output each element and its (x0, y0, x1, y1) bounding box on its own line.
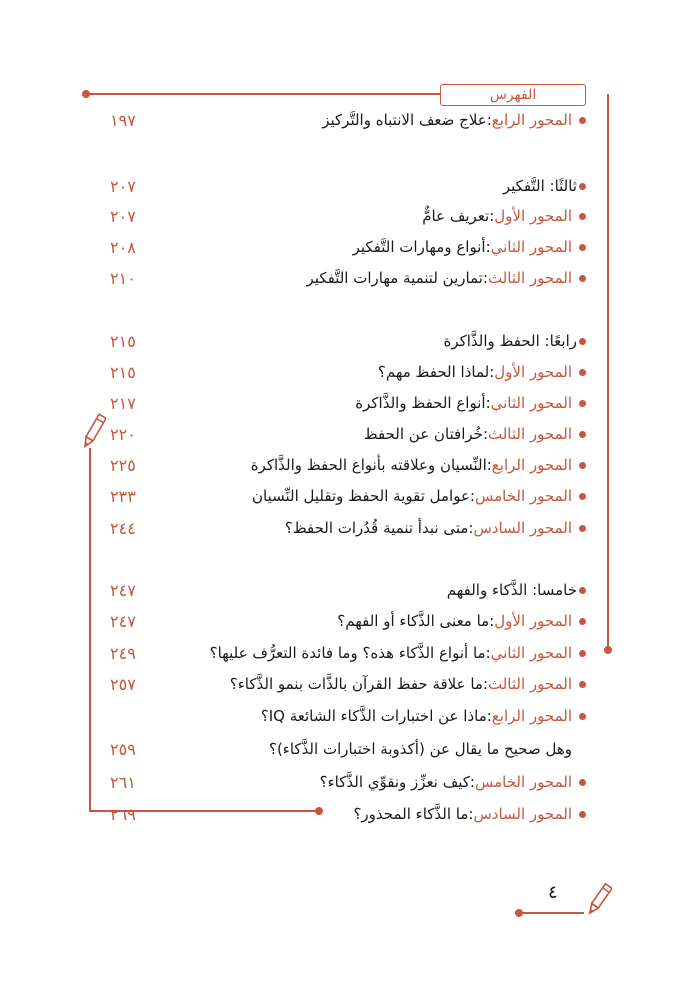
toc-entry-text (353, 238, 586, 256)
toc-entry-title: تعريف عامٌّ (422, 207, 490, 225)
toc-entry-text (285, 519, 586, 537)
bullet-dot-icon (579, 117, 586, 124)
toc-entry-label: المحور الرابع (491, 456, 572, 474)
toc-entry-text (230, 675, 586, 693)
toc-entry-label: المحور الثاني (490, 394, 572, 412)
toc-entry (110, 232, 586, 262)
footer-line (518, 912, 584, 914)
toc-entry-title: ثالثًا: التَّفكير (502, 177, 577, 195)
toc-page-number: ٢١٠ (110, 268, 136, 288)
toc-section (110, 326, 586, 356)
toc-entry (110, 450, 586, 480)
toc-page-number: ٢٣٣ (110, 486, 136, 506)
toc-entry-text (251, 456, 586, 474)
toc-entry (110, 799, 586, 829)
toc-entry-text (337, 612, 586, 630)
toc-entry-label: المحور الثاني (490, 644, 572, 662)
toc-entry-label: المحور الخامس (474, 773, 572, 791)
toc-separator: : (468, 519, 474, 537)
toc-entry-title: متى نبدأ تنمية قُدُرات الحفظ؟ (284, 519, 469, 537)
toc-entry-text (269, 740, 586, 758)
toc-entry (110, 606, 586, 636)
toc-page-number: ١٩٧ (110, 110, 136, 130)
toc-entry (110, 513, 586, 543)
pencil-icon (82, 410, 106, 452)
toc-entry (110, 263, 586, 293)
toc-entry-title: رابعًا: الحفظ والذَّاكرة (443, 332, 577, 350)
toc-separator: : (469, 773, 475, 791)
toc-entry-title: النِّسيان وعلاقته بأنواع الحفظ والذَّاكرة (250, 456, 487, 474)
toc-entry-text (422, 207, 586, 225)
toc-entry (110, 105, 586, 135)
toc-separator: : (469, 487, 475, 505)
bullet-dot-icon (579, 213, 586, 220)
toc-entry-label: المحور الأول (494, 207, 572, 225)
toc-page-number: ٢١٥ (110, 331, 136, 351)
frame-dot (82, 90, 90, 98)
toc-entry-title: ما علاقة حفظ القرآن بالذَّات بنمو الذَّكاء؟ (229, 675, 483, 693)
toc-entry-title: كيف نعزِّز ونقوِّي الذَّكاء؟ (319, 773, 470, 791)
toc-entry (110, 481, 586, 511)
section-dot-icon (579, 587, 586, 594)
bullet-dot-icon (579, 275, 586, 282)
toc-entry-text (443, 332, 586, 350)
toc-page-number: ٢١٥ (110, 362, 136, 382)
toc-entry (110, 734, 586, 764)
toc-entry-label: المحور الثاني (490, 238, 572, 256)
toc-entry-title: تمارين لتنمية مهارات التَّفكير (306, 269, 483, 287)
toc-entry (110, 638, 586, 668)
bullet-dot-icon (579, 713, 586, 720)
bullet-dot-icon (579, 369, 586, 376)
toc-entry (110, 388, 586, 418)
toc-entry-title: أنواع الحفظ والذَّاكرة (355, 394, 486, 412)
toc-page-number: ٢٠٧ (110, 206, 136, 226)
bullet-dot-icon (579, 400, 586, 407)
toc-separator: : (468, 805, 474, 823)
index-title-text: الفهرس (489, 87, 537, 103)
bullet-dot-icon (579, 811, 586, 818)
section-dot-icon (579, 183, 586, 190)
toc-entry-label: المحور السادس (473, 519, 572, 537)
toc-entry-text (378, 363, 586, 381)
toc-separator: : (489, 363, 495, 381)
toc-page-number: ٢٦٩ (110, 804, 136, 824)
toc-entry-label: المحور الثالث (488, 425, 572, 443)
toc-separator: : (482, 675, 488, 693)
toc-entry-title: وهل صحيح ما يقال عن (أكذوبة اختبارات الذَّكاء)؟ (268, 740, 572, 758)
toc-page-number: ٢٥٩ (110, 739, 136, 759)
toc-entry-label: المحور الثالث (488, 269, 572, 287)
toc-entry-text (210, 644, 586, 662)
toc-entry (110, 357, 586, 387)
toc-entry (110, 201, 586, 231)
toc-page-number: ٢٤٩ (110, 643, 136, 663)
toc-entry-label: المحور السادس (473, 805, 572, 823)
toc-entry-label: المحور الرابع (491, 707, 572, 725)
toc-entry-text (447, 581, 586, 599)
pencil-icon (586, 880, 612, 920)
toc-separator: : (486, 111, 492, 129)
bullet-dot-icon (579, 493, 586, 500)
toc-page-number: ٢١٧ (110, 393, 136, 413)
bullet-dot-icon (579, 244, 586, 251)
toc-separator: : (485, 644, 491, 662)
toc-page-number: ٢٥٧ (110, 674, 136, 694)
toc-page-number: ٢٢٠ (110, 424, 136, 444)
toc-entry-title: ما معنى الذَّكاء أو الفهم؟ (337, 612, 490, 630)
toc-entry-label: المحور الأول (494, 612, 572, 630)
toc-separator: : (489, 612, 495, 630)
bullet-dot-icon (579, 431, 586, 438)
toc-separator: : (486, 707, 492, 725)
bullet-dot-icon (579, 618, 586, 625)
toc-separator: : (489, 207, 495, 225)
toc-entry-title: عوامل تقوية الحفظ وتقليل النِّسيان (251, 487, 470, 505)
toc-entry-title: ما الذَّكاء المحذور؟ (353, 805, 469, 823)
toc-entry-label: المحور الأول (494, 363, 572, 381)
toc-page-number: ٢٤٧ (110, 611, 136, 631)
frame-right-line (607, 94, 609, 650)
toc-separator: : (485, 394, 491, 412)
toc-page-number: ٢٤٧ (110, 580, 136, 600)
bullet-dot-icon (579, 681, 586, 688)
page-number: ٤ (548, 882, 558, 903)
frame-left-line (89, 448, 91, 810)
toc-entry-text (307, 269, 586, 287)
toc-entry-text (322, 111, 586, 129)
toc-page-number: ٢٢٥ (110, 455, 136, 475)
toc-entry (110, 669, 586, 699)
toc-entry-text (261, 707, 586, 725)
index-title (440, 84, 586, 106)
toc-entry-title: ماذا عن اختبارات الذَّكاء الشائعة IQ؟ (260, 707, 487, 725)
footer-dot (515, 909, 523, 917)
toc-section (110, 575, 586, 605)
toc-separator: : (485, 238, 491, 256)
toc-separator: : (486, 456, 492, 474)
toc-entry (110, 767, 586, 797)
toc-separator: : (482, 269, 488, 287)
bullet-dot-icon (579, 650, 586, 657)
toc-page-number: ٢٦١ (110, 772, 136, 792)
toc-separator: : (482, 425, 488, 443)
toc-entry-text (353, 805, 586, 823)
toc-entry-title: خُرافتان عن الحفظ (363, 425, 483, 443)
toc-entry (110, 419, 586, 449)
toc-page-number: ٢٤٤ (110, 518, 136, 538)
toc-page-number: ٢٠٨ (110, 237, 136, 257)
toc-entry-text (320, 773, 586, 791)
toc-entry-text (252, 487, 586, 505)
bullet-dot-icon (579, 525, 586, 532)
toc-entry-title: لماذا الحفظ مهم؟ (377, 363, 490, 381)
toc-entry-title: خامسا: الذَّكاء والفهم (446, 581, 577, 599)
toc-entry-text (503, 177, 586, 195)
section-dot-icon (579, 338, 586, 345)
bullet-dot-icon (579, 779, 586, 786)
toc-entry (110, 701, 586, 731)
toc-entry-label: المحور الرابع (491, 111, 572, 129)
toc-entry-label: المحور الخامس (474, 487, 572, 505)
toc-entry-text (364, 425, 586, 443)
toc-section (110, 171, 586, 201)
toc-entry-title: ما أنواع الذَّكاء هذه؟ وما فائدة التعرُّف عليها؟ (209, 644, 486, 662)
toc-entry-label: المحور الثالث (488, 675, 572, 693)
toc-page-number: ٢٠٧ (110, 176, 136, 196)
toc-entry-title: علاج ضعف الانتباه والتَّركيز (322, 111, 487, 129)
frame-dot (604, 646, 612, 654)
bullet-dot-icon (579, 462, 586, 469)
toc-entry-title: أنواع ومهارات التَّفكير (352, 238, 486, 256)
toc-entry-text (355, 394, 586, 412)
